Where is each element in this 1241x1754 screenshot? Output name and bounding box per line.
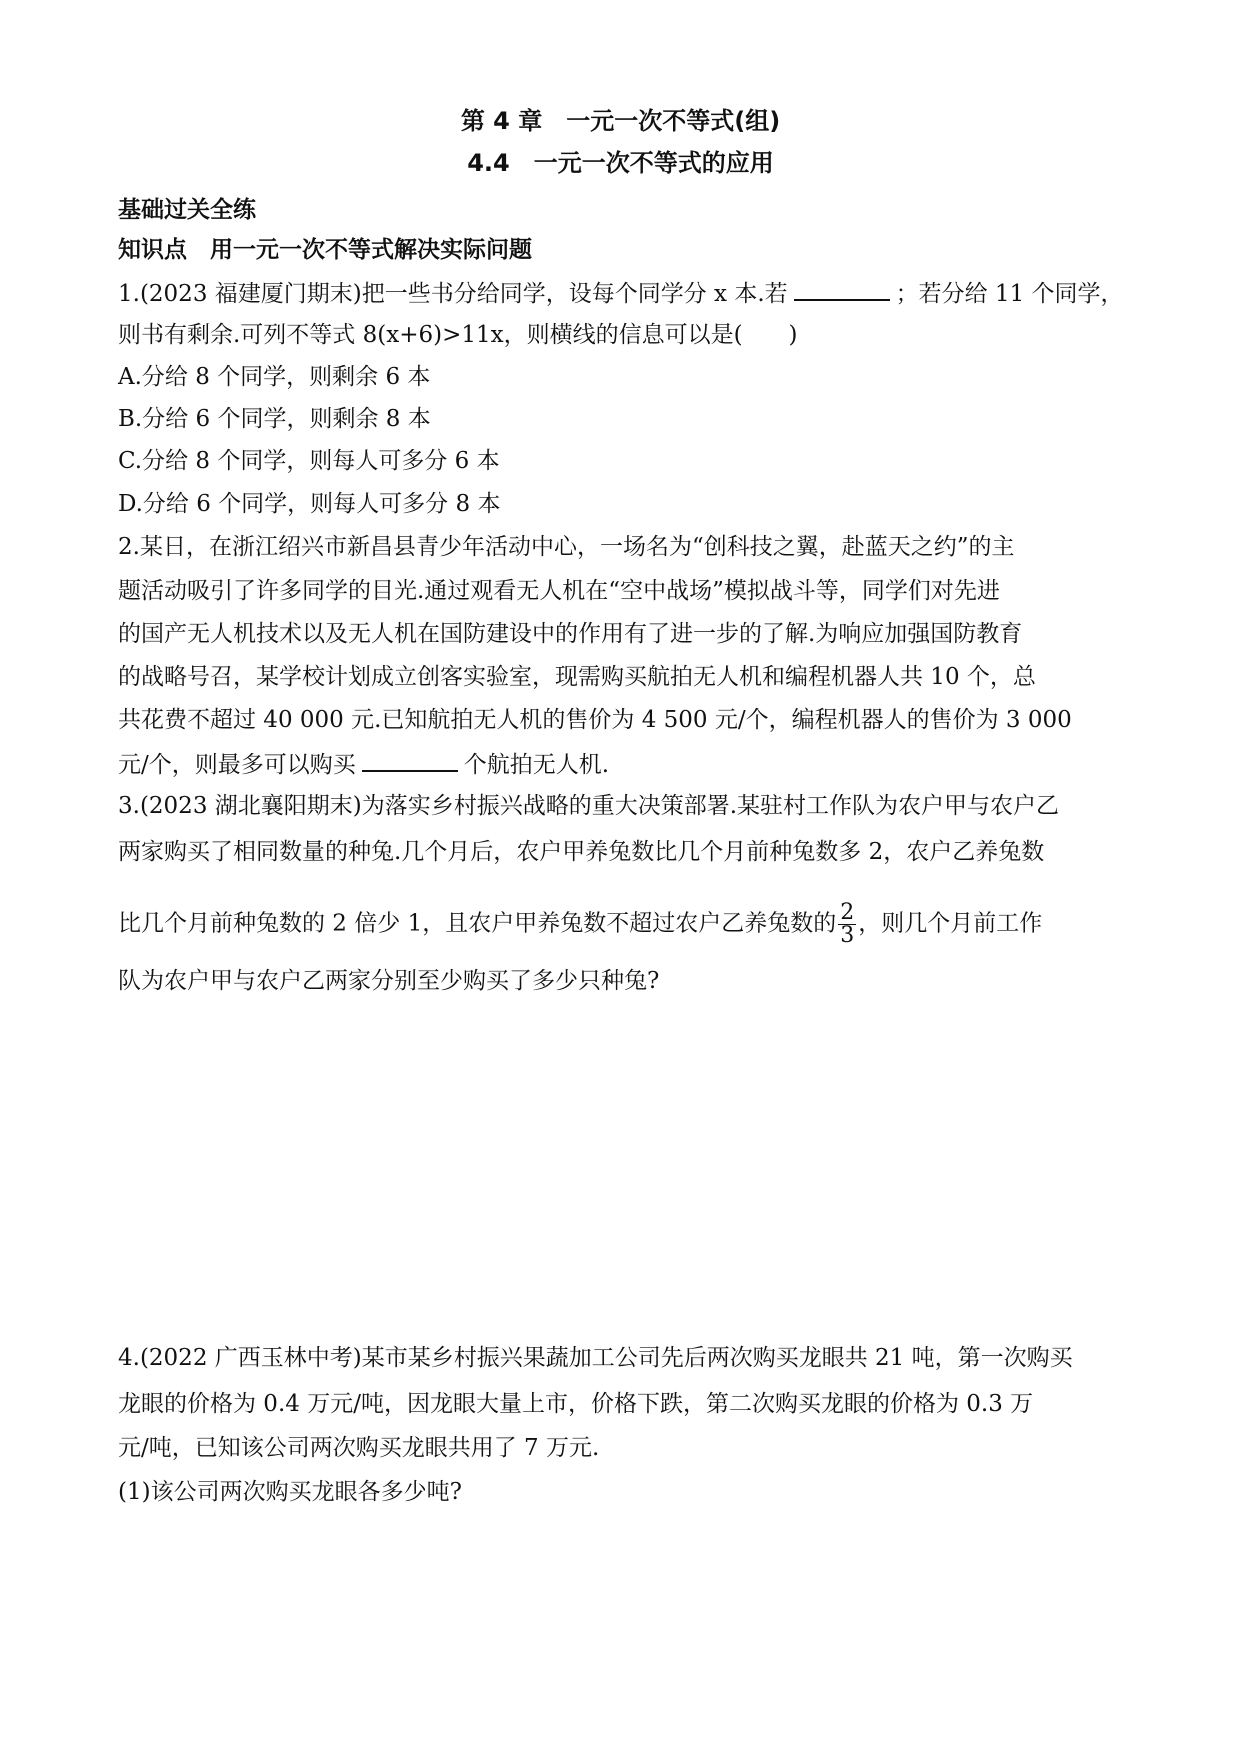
q2-last-text-b: 个航拍无人机. — [463, 752, 610, 778]
chapter-title: 第 4 章 一元一次不等式(组) — [460, 107, 781, 135]
q4-sub-question-1: (1)该公司两次购买龙眼各多少吨? — [118, 1479, 462, 1505]
q3-line-3-text-b: ，则几个月前工作 — [858, 910, 1043, 937]
fraction-denominator: 3 — [840, 923, 855, 948]
q2-line-5: 共花费不超过 40 000 元.已知航拍无人机的售价为 4 500 元/个，编程机器人的售价为 3 000 — [118, 707, 1072, 733]
q1-option-c: C.分给 8 个同学，则每人可多分 6 本 — [118, 448, 500, 474]
q2-line-4: 的战略号召，某学校计划成立创客实验室，现需购买航拍无人机和编程机器人共 10 个，总 — [118, 664, 1036, 690]
q3-line-3 — [118, 902, 1042, 947]
q1-answer-blank[interactable] — [794, 277, 890, 301]
q3-line-4: 队为农户甲与农户乙两家分别至少购买了多少只种兔? — [118, 968, 660, 994]
fraction-numerator: 2 — [840, 900, 855, 925]
q1-line-2: 则书有剩余.可列不等式 8(x+6)>11x，则横线的信息可以是( ) — [118, 322, 798, 348]
q2-line-3: 的国产无人机技术以及无人机在国防建设中的作用有了进一步的了解.为响应加强国防教育 — [118, 621, 1023, 647]
q1-text-a: 1.(2023 福建厦门期末)把一些书分给同学，设每个同学分 x 本.若 — [118, 281, 788, 307]
q3-line-2: 两家购买了相同数量的种兔.几个月后，农户甲养兔数比几个月前种兔数多 2，农户乙养兔数 — [118, 839, 1045, 865]
q3-line-1: 3.(2023 湖北襄阳期末)为落实乡村振兴战略的重大决策部署.某驻村工作队为农户甲与农户乙 — [118, 793, 1060, 819]
q2-answer-blank[interactable] — [362, 748, 458, 772]
q1-option-d: D.分给 6 个同学，则每人可多分 8 本 — [118, 491, 501, 517]
q2-line-6 — [118, 748, 609, 780]
q3-line-3-text-a: 比几个月前种兔数的 2 倍少 1，且农户甲养兔数不超过农户乙养兔数的 — [118, 910, 837, 937]
practice-heading: 基础过关全练 — [118, 197, 256, 223]
q2-line-2: 题活动吸引了许多同学的目光.通过观看无人机在“空中战场”模拟战斗等，同学们对先进 — [118, 578, 1000, 604]
q2-line-1: 2.某日，在浙江绍兴市新昌县青少年活动中心，一场名为“创科技之翼，赴蓝天之约”的主 — [118, 534, 1015, 560]
q1-option-a: A.分给 8 个同学，则剩余 6 本 — [118, 364, 431, 390]
q1-text-b: ；若分给 11 个同学， — [895, 281, 1124, 307]
q4-line-2: 龙眼的价格为 0.4 万元/吨，因龙眼大量上市，价格下跌，第二次购买龙眼的价格为 0.3 万 — [118, 1391, 1034, 1417]
q4-line-3: 元/吨，已知该公司两次购买龙眼共用了 7 万元. — [118, 1435, 600, 1461]
knowledge-point-heading: 知识点 用一元一次不等式解决实际问题 — [118, 237, 532, 263]
two-thirds-fraction — [838, 902, 856, 947]
section-title: 4.4 一元一次不等式的应用 — [467, 149, 774, 177]
q2-last-text-a: 元/个，则最多可以购买 — [118, 752, 356, 778]
q1-option-b: B.分给 6 个同学，则剩余 8 本 — [118, 406, 431, 432]
q3-answer-space[interactable] — [118, 1010, 1118, 1330]
q1-line-1 — [118, 277, 1124, 309]
q4-line-1: 4.(2022 广西玉林中考)某市某乡村振兴果蔬加工公司先后两次购买龙眼共 21 吨，第一次购买 — [118, 1345, 1073, 1371]
